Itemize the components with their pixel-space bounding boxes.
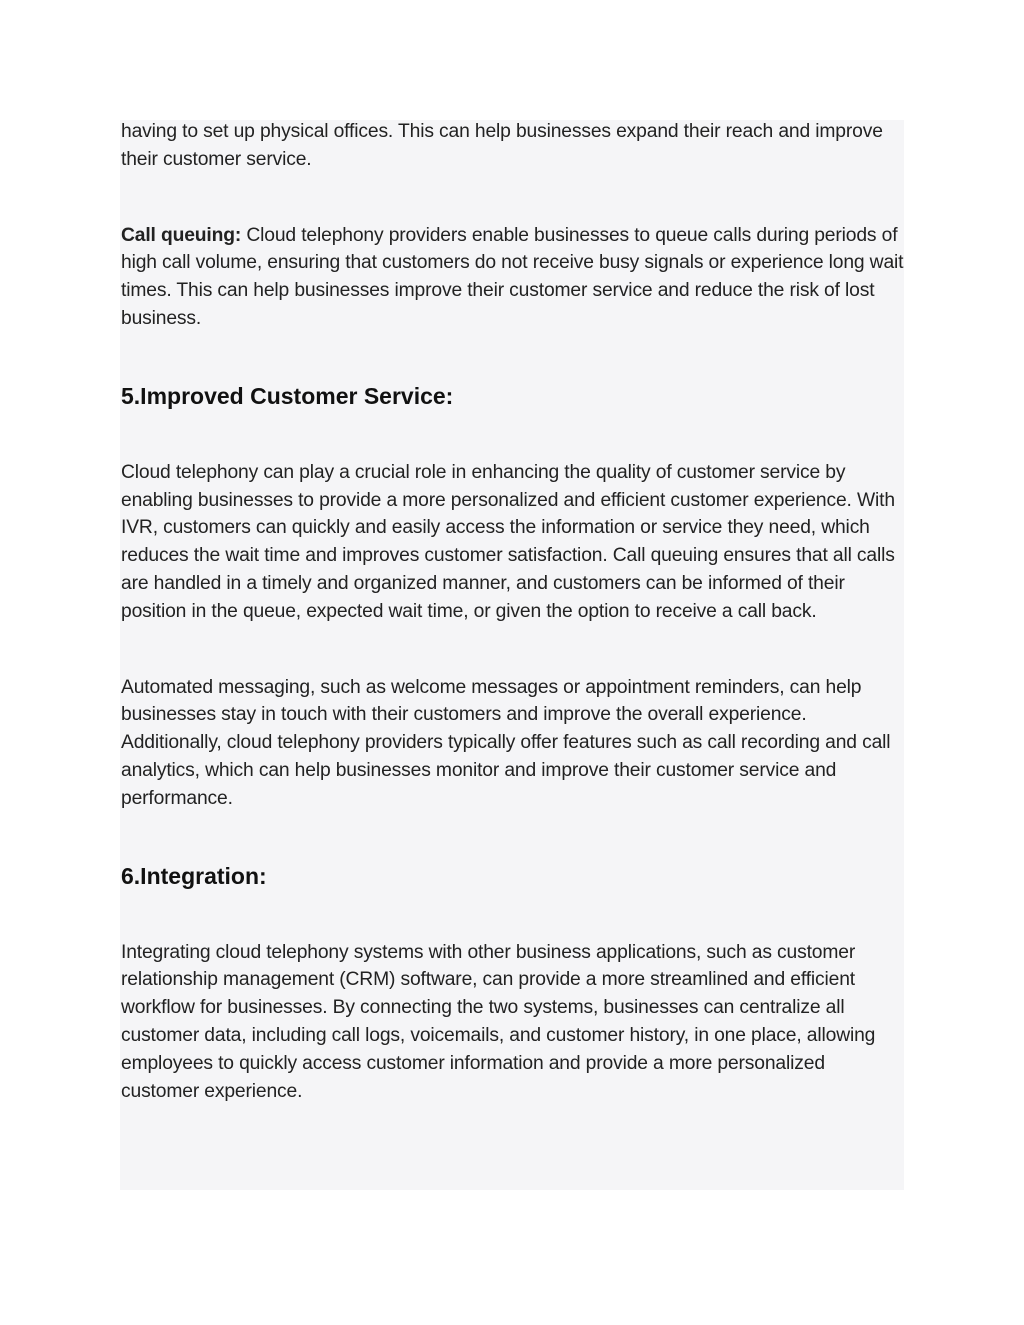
call-queuing-lead: Call queuing: [121,224,242,246]
paragraph-call-queuing [121,222,907,333]
paragraph-integration: Integrating cloud telephony systems with other business applications, such as customer relationship management (CRM) software, can provide a more streamlined and efficient workflow for businesses. By connecting the two systems, businesses can centralize all customer data, including call logs, voicemails, and customer history, in one place, allowing employees to quickly access customer information and provide a more personalized customer experience. [121,941,876,1102]
document-body [121,118,907,1105]
call-queuing-text: Cloud telephony providers enable businesses to queue calls during periods of high call volume, ensuring that customers do not receive busy signals or experience long wait times. This can help businesses improve their customer service and reduce the risk of lost business. [121,224,904,329]
paragraph-customer-service-2: Automated messaging, such as welcome messages or appointment reminders, can help businesses stay in touch with their customers and improve the overall experience. Additionally, cloud telephony providers typically offer features such as call recording and call analytics, which can help businesses monitor and improve their customer service and performance. [121,676,891,809]
section-heading-improved-customer-service: 5.Improved Customer Service: [121,382,454,409]
section-heading-integration: 6.Integration: [121,862,267,889]
paragraph-customer-service-1: Cloud telephony can play a crucial role in enhancing the quality of customer service by enabling businesses to provide a more personalized and efficient customer experience. With IVR, customers can quickly and easily access the information or service they need, which reduces the wait time and improves customer satisfaction. Call queuing ensures that all calls are handled in a timely and organized manner, and customers can be informed of their position in the queue, expected wait time, or given the option to receive a call back. [121,461,895,622]
paragraph-continued: having to set up physical offices. This can help businesses expand their reach and improve their customer service. [121,121,883,170]
